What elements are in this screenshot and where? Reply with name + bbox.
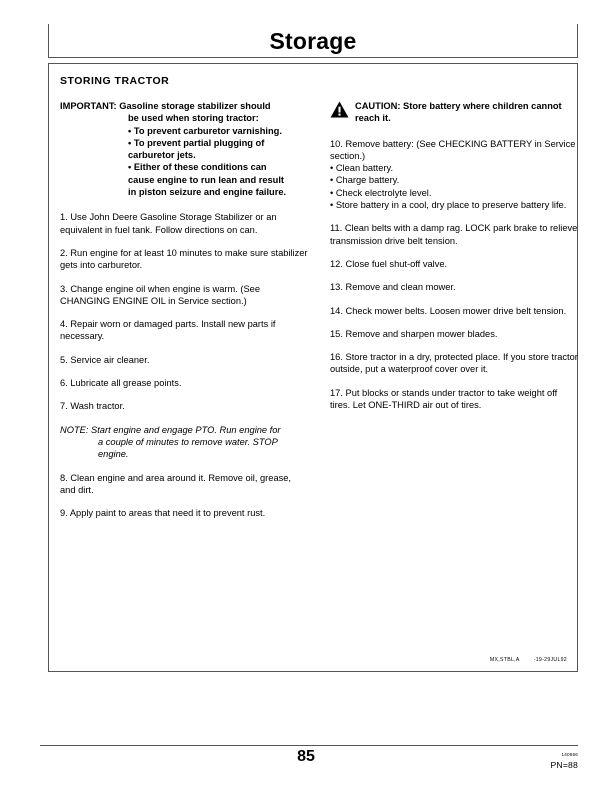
page-number: 85 bbox=[297, 748, 315, 765]
page-title: Storage bbox=[269, 28, 357, 54]
bullet-item: • Store battery in a cool, dry place to preserve battery life. bbox=[330, 200, 567, 211]
content-frame bbox=[48, 63, 578, 672]
caution-text bbox=[355, 100, 578, 125]
step-item: 11. Clean belts with a damp rag. LOCK park brake to relieve transmission drive belt tension. bbox=[330, 223, 578, 246]
step-item: 7. Wash tractor. bbox=[60, 401, 125, 412]
step-item: 4. Repair worn or damaged parts. Install new parts if necessary. bbox=[60, 319, 276, 342]
step-item: 5. Service air cleaner. bbox=[60, 354, 150, 365]
right-column bbox=[330, 100, 578, 519]
important-line-7: cause engine to run lean and result bbox=[128, 174, 285, 185]
step-item: 9. Apply paint to areas that need it to prevent rust. bbox=[60, 508, 266, 519]
step-item: 10. Remove battery: (See CHECKING BATTERY in Service section.) bbox=[330, 138, 576, 161]
step-item: 1. Use John Deere Gasoline Storage Stabilizer or an equivalent in fuel tank. Follow directions on can. bbox=[60, 212, 277, 235]
footer-revision-code: 140666 bbox=[561, 752, 578, 757]
step-item: 13. Remove and clean mower. bbox=[330, 282, 456, 293]
left-column bbox=[60, 100, 308, 519]
note-line-2: a couple of minutes to remove water. STOP bbox=[98, 436, 278, 447]
step-item: 15. Remove and sharpen mower blades. bbox=[330, 328, 498, 339]
figure-reference-code bbox=[490, 657, 567, 663]
caution-notice bbox=[330, 100, 578, 125]
bullet-item: • Charge battery. bbox=[330, 175, 400, 186]
important-line-3: • To prevent carburetor varnishing. bbox=[128, 125, 282, 136]
note-line-1: Start engine and engage PTO. Run engine for bbox=[91, 424, 281, 435]
note-block bbox=[60, 424, 308, 461]
section-heading: STORING TRACTOR bbox=[60, 75, 170, 87]
important-label: IMPORTANT: bbox=[60, 101, 117, 111]
important-line-4: • To prevent partial plugging of bbox=[128, 137, 265, 148]
important-line-1: Gasoline storage stabilizer should bbox=[119, 101, 271, 111]
note-label: NOTE: bbox=[60, 424, 89, 435]
page-title-band bbox=[48, 24, 578, 58]
warning-triangle-icon bbox=[330, 101, 349, 118]
step-item: 6. Lubricate all grease points. bbox=[60, 378, 182, 389]
bullet-item: • Check electrolyte level. bbox=[330, 187, 432, 198]
important-notice bbox=[60, 100, 308, 198]
important-line-5: carburetor jets. bbox=[128, 150, 196, 161]
important-line-6: • Either of these conditions can bbox=[128, 162, 267, 173]
important-line-8: in piston seizure and engine failure. bbox=[128, 187, 287, 198]
figure-code-date: -19-29JUL92 bbox=[533, 657, 567, 663]
step-item: 16. Store tractor in a dry, protected place. If you store tractor outside, put a waterproof cover over it. bbox=[330, 352, 578, 375]
two-column-body bbox=[60, 100, 578, 519]
battery-step-group bbox=[330, 138, 578, 212]
caution-message: Store battery where children cannot reach it. bbox=[355, 101, 562, 124]
note-line-3: engine. bbox=[98, 449, 129, 460]
important-line-2: be used when storing tractor: bbox=[128, 113, 259, 124]
caution-label: CAUTION: bbox=[355, 101, 401, 111]
step-item: 2. Run engine for at least 10 minutes to make sure stabilizer gets into carburetor. bbox=[60, 247, 308, 271]
step-item: 17. Put blocks or stands under tractor to take weight off tires. Let ONE-THIRD air out of tires. bbox=[330, 387, 558, 411]
bullet-item: • Clean battery. bbox=[330, 163, 394, 174]
step-item: 12. Close fuel shut-off valve. bbox=[330, 258, 448, 269]
step-item: 3. Change engine oil when engine is warm. (See CHANGING ENGINE OIL in Service section.) bbox=[60, 283, 261, 306]
footer-pn-label: PN=88 bbox=[550, 760, 578, 770]
footer-divider bbox=[40, 745, 578, 746]
figure-code-id: MX,STBL,A bbox=[489, 657, 520, 663]
step-item: 14. Check mower belts. Loosen mower drive belt tension. bbox=[330, 305, 567, 316]
step-item: 8. Clean engine and area around it. Remove oil, grease, and dirt. bbox=[60, 472, 292, 495]
